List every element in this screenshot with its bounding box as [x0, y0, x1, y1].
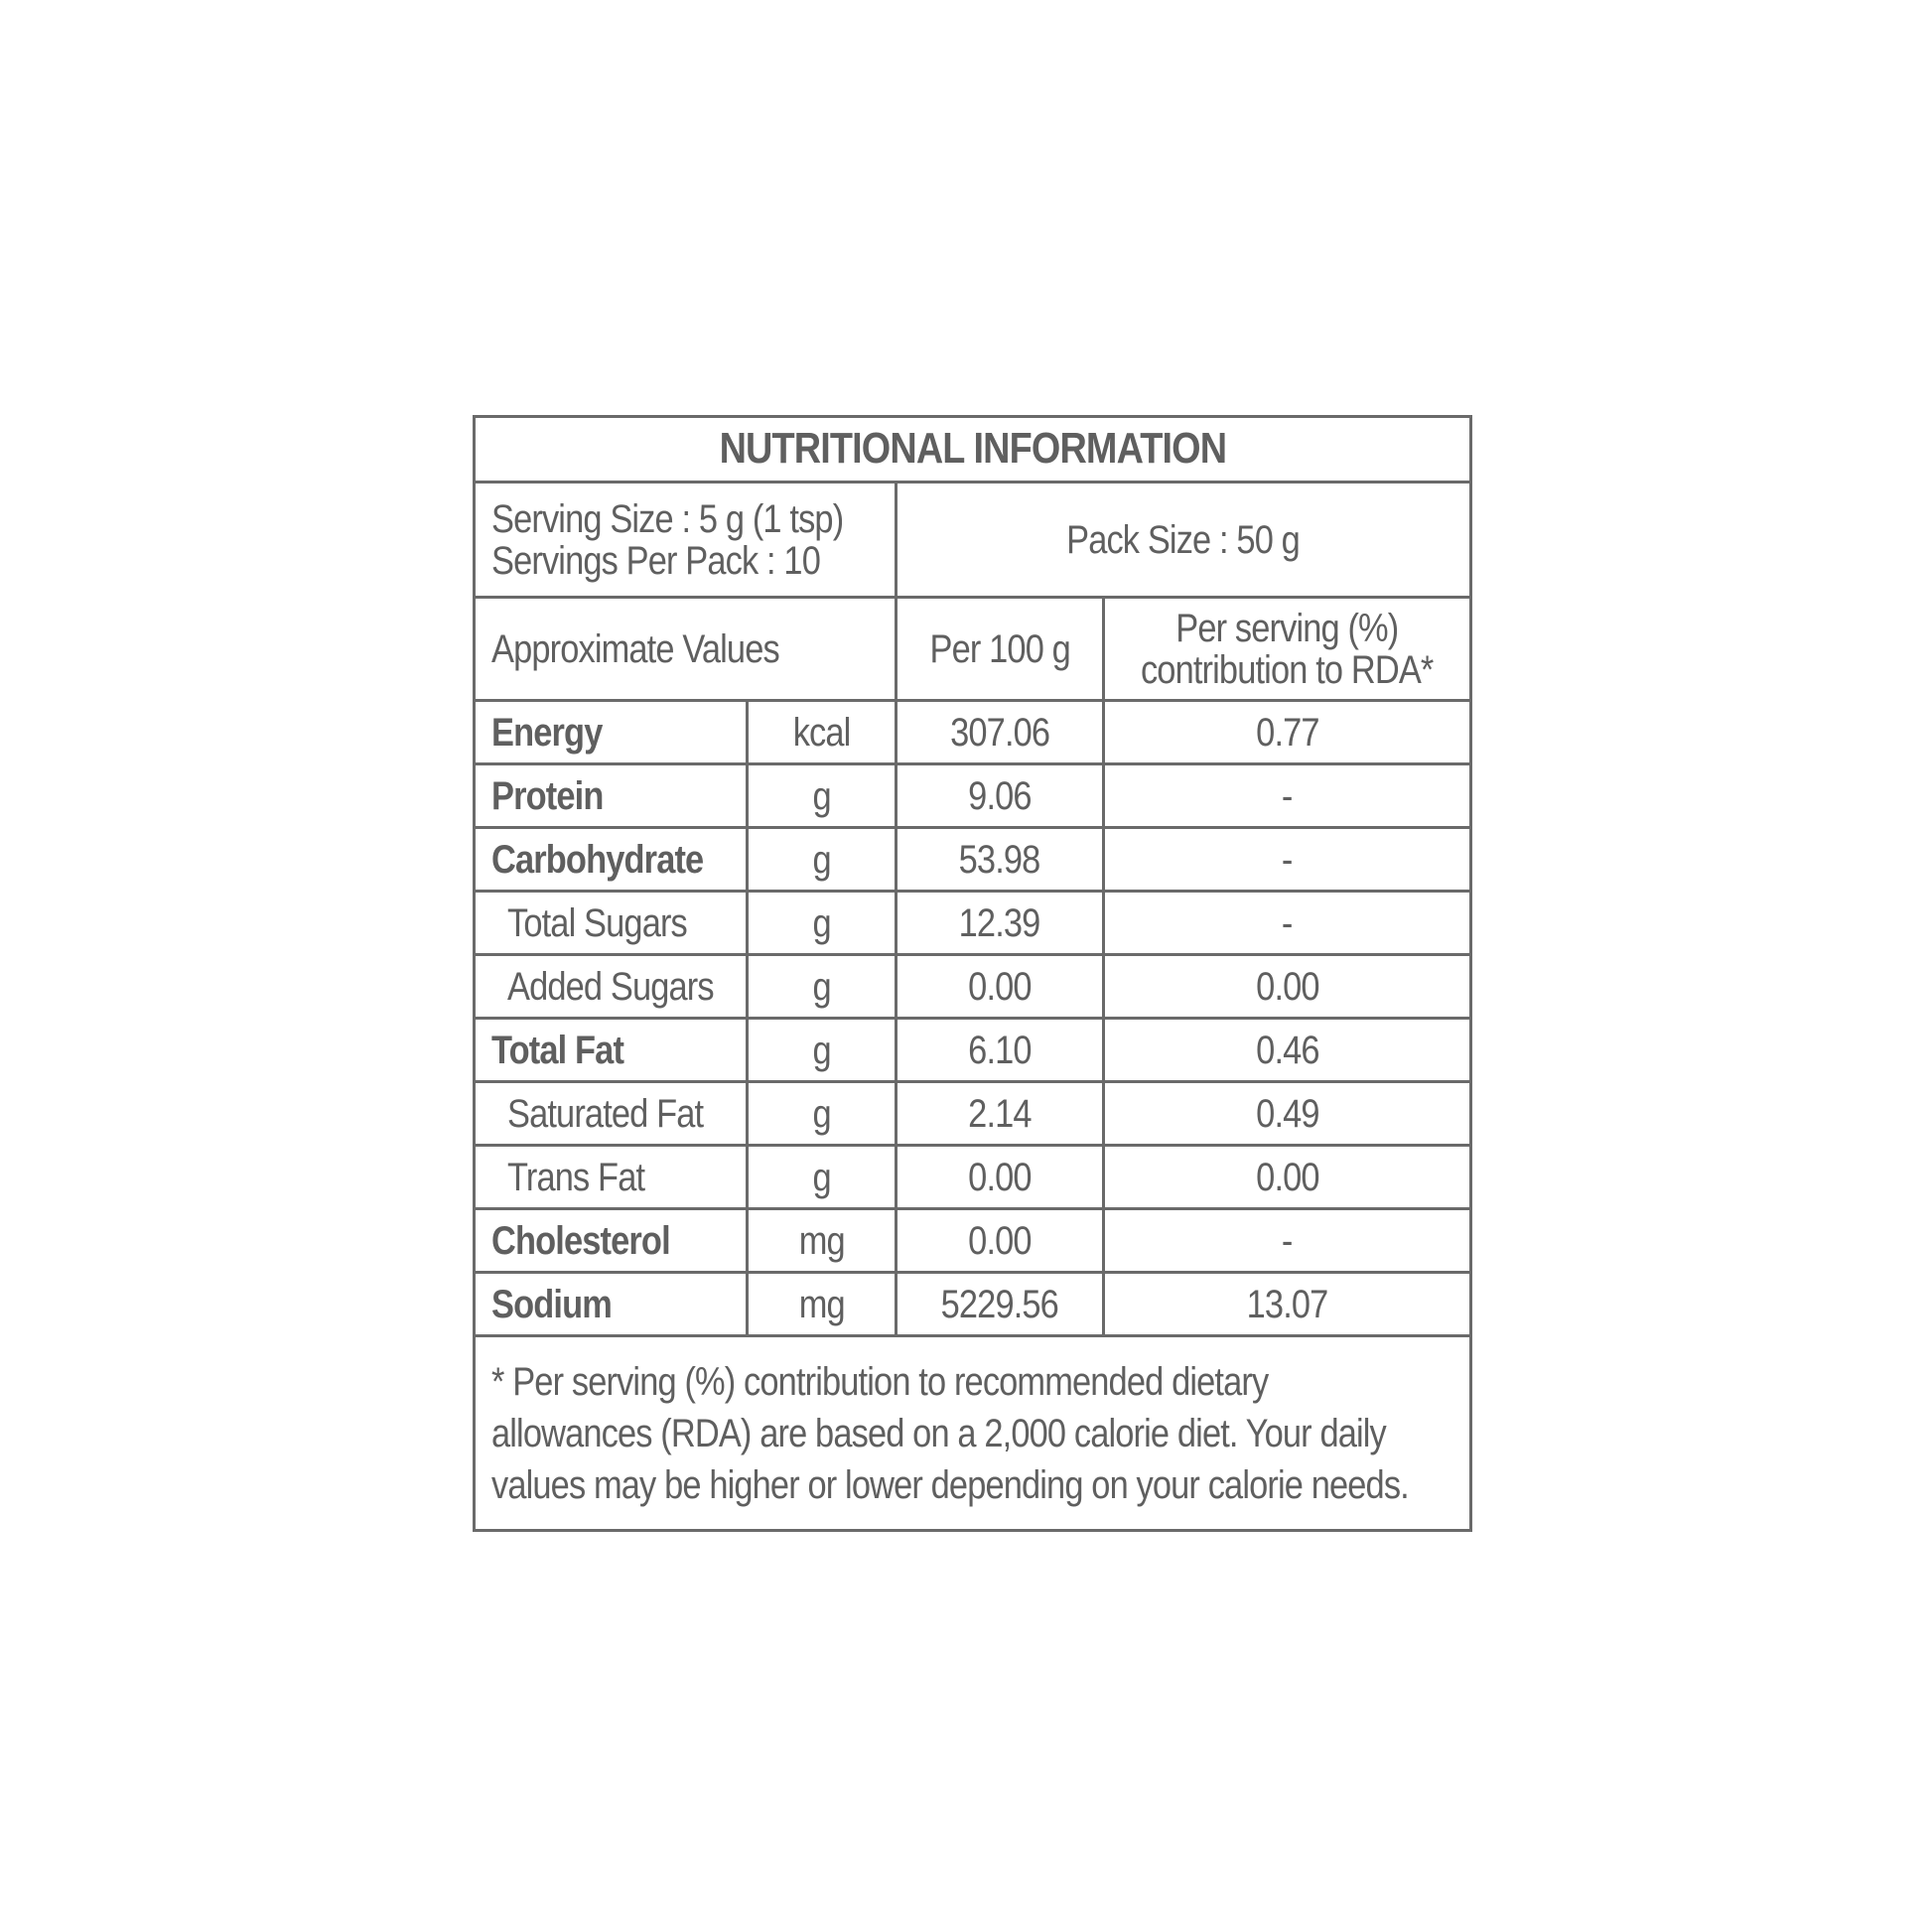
nutrient-unit: g [748, 828, 897, 892]
nutrient-name: Saturated Fat [475, 1082, 748, 1146]
nutrient-name: Total Sugars [475, 892, 748, 955]
rda-value: 0.77 [1104, 701, 1471, 764]
rda-footnote [475, 1336, 1471, 1531]
nutrient-name: Total Fat [475, 1019, 748, 1082]
rda-value: - [1104, 828, 1471, 892]
nutrient-name: Sodium [475, 1273, 748, 1336]
nutrient-unit: mg [748, 1273, 897, 1336]
nutrition-label [473, 415, 1469, 1532]
header-per-serving-rda: Per serving (%) contribution to RDA* [1104, 598, 1471, 701]
per-100g-value: 12.39 [897, 892, 1104, 955]
nutrient-name: Added Sugars [475, 955, 748, 1019]
nutrient-unit: g [748, 955, 897, 1019]
table-row [475, 1209, 1471, 1273]
table-row [475, 1019, 1471, 1082]
footnote-line: * Per serving (%) contribution to recommended dietary [491, 1359, 1269, 1404]
per-100g-value: 2.14 [897, 1082, 1104, 1146]
serving-info [475, 483, 897, 598]
nutrient-name: Cholesterol [475, 1209, 748, 1273]
nutrient-name: Protein [475, 764, 748, 828]
per-100g-value: 307.06 [897, 701, 1104, 764]
nutrient-name: Trans Fat [475, 1146, 748, 1209]
footnote-line: allowances (RDA) are based on a 2,000 calorie diet. Your daily [491, 1411, 1386, 1455]
serving-size: Serving Size : 5 g (1 tsp) [491, 496, 844, 541]
rda-value: 0.00 [1104, 955, 1471, 1019]
per-100g-value: 6.10 [897, 1019, 1104, 1082]
table-row [475, 764, 1471, 828]
table-row [475, 1146, 1471, 1209]
nutrient-unit: mg [748, 1209, 897, 1273]
rda-value: - [1104, 1209, 1471, 1273]
pack-size: Pack Size : 50 g [897, 483, 1471, 598]
nutrient-unit: g [748, 764, 897, 828]
per-100g-value: 0.00 [897, 1209, 1104, 1273]
table-row [475, 701, 1471, 764]
servings-per-pack: Servings Per Pack : 10 [491, 538, 820, 583]
rda-value: 0.49 [1104, 1082, 1471, 1146]
table-row [475, 1273, 1471, 1336]
header-per-100g: Per 100 g [897, 598, 1104, 701]
nutrient-unit: g [748, 1146, 897, 1209]
nutrient-unit: g [748, 892, 897, 955]
nutrient-name: Carbohydrate [475, 828, 748, 892]
per-100g-value: 53.98 [897, 828, 1104, 892]
label-title: NUTRITIONAL INFORMATION [475, 417, 1471, 483]
per-100g-value: 0.00 [897, 955, 1104, 1019]
rda-value: - [1104, 764, 1471, 828]
table-row [475, 828, 1471, 892]
table-row [475, 955, 1471, 1019]
nutrient-name: Energy [475, 701, 748, 764]
rda-value: 0.00 [1104, 1146, 1471, 1209]
header-approx-values: Approximate Values [475, 598, 897, 701]
table-row [475, 892, 1471, 955]
nutrition-table [473, 415, 1472, 1532]
footnote-line: values may be higher or lower depending on your calorie needs. [491, 1462, 1409, 1507]
per-100g-value: 0.00 [897, 1146, 1104, 1209]
rda-value: - [1104, 892, 1471, 955]
rda-value: 0.46 [1104, 1019, 1471, 1082]
nutrient-unit: g [748, 1019, 897, 1082]
nutrient-unit: g [748, 1082, 897, 1146]
table-row [475, 1082, 1471, 1146]
rda-value: 13.07 [1104, 1273, 1471, 1336]
per-100g-value: 9.06 [897, 764, 1104, 828]
nutrient-unit: kcal [748, 701, 897, 764]
per-100g-value: 5229.56 [897, 1273, 1104, 1336]
